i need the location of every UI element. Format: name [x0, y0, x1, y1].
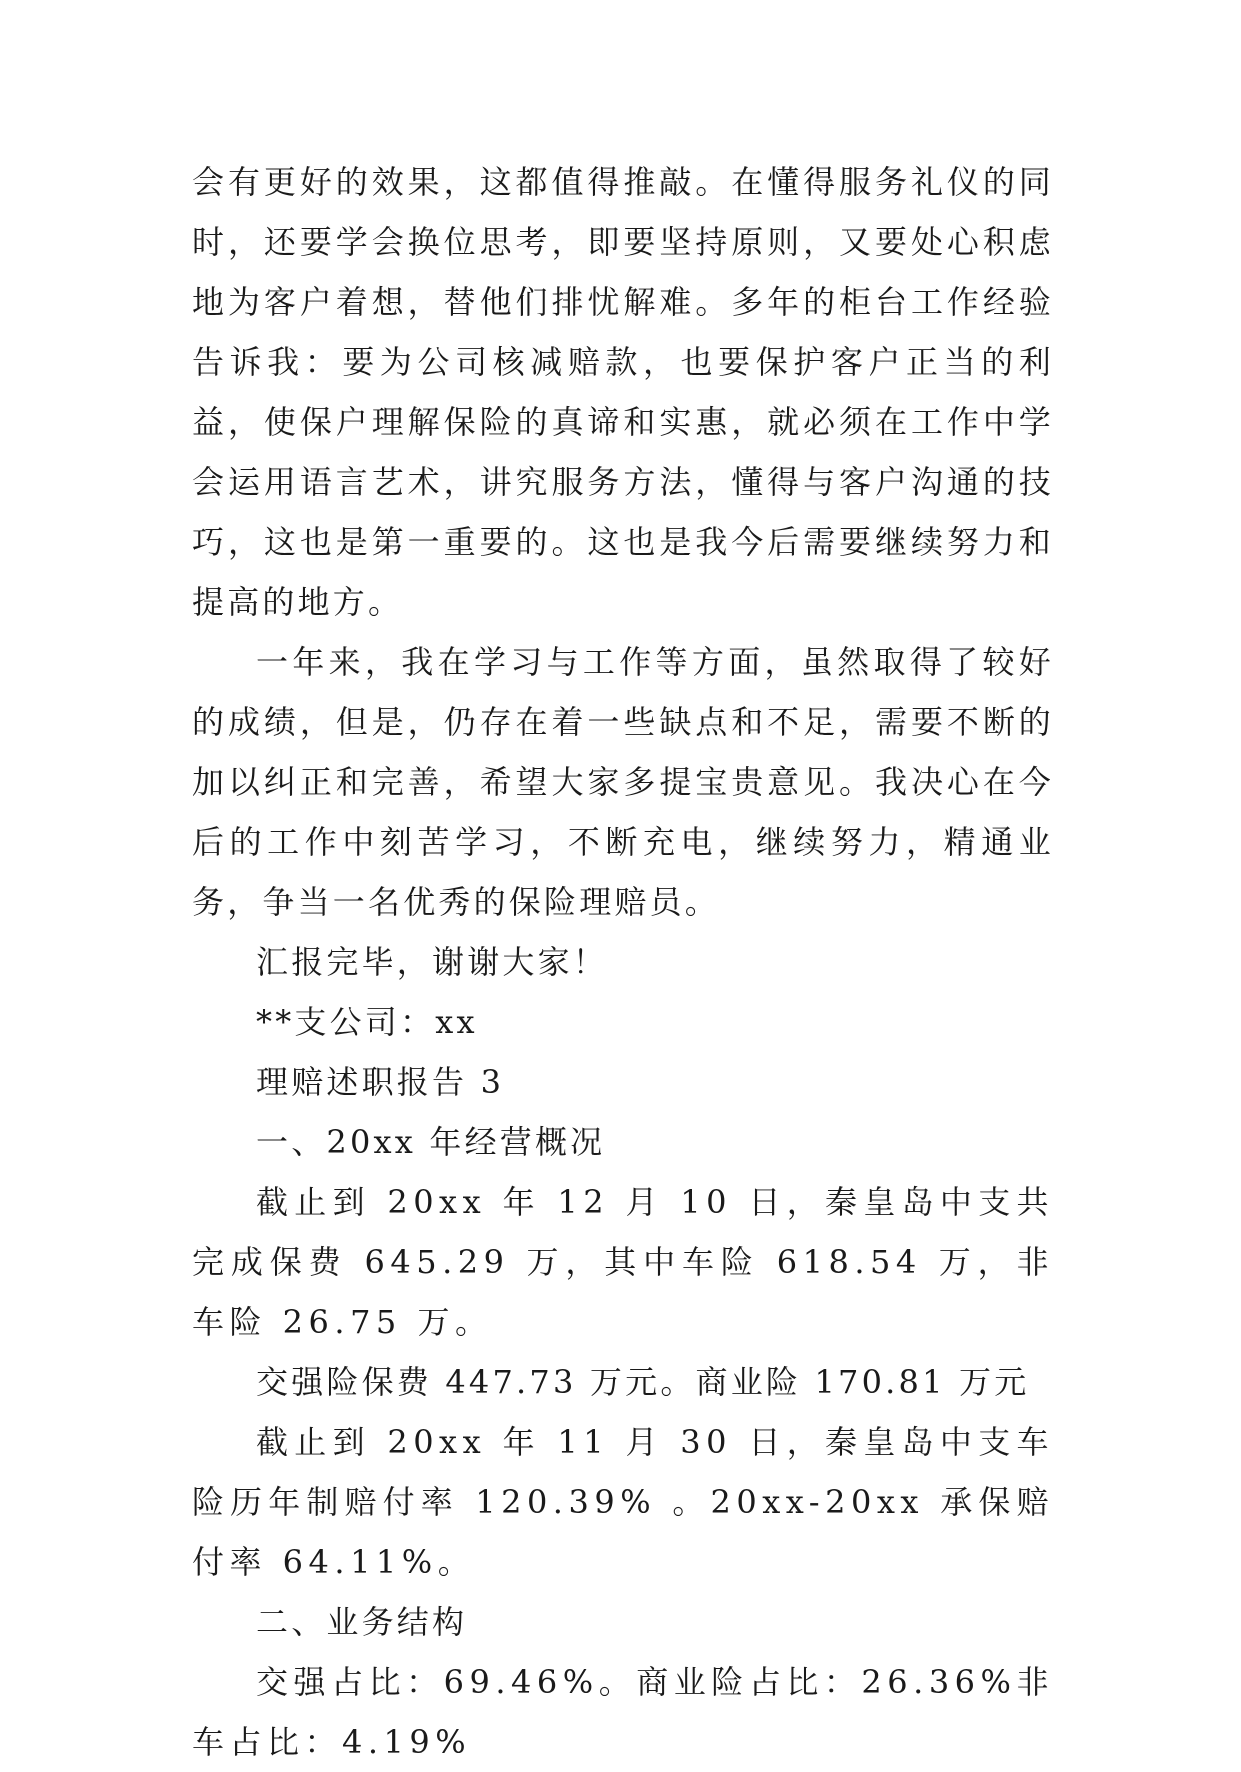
paragraph-year-summary: 一年来，我在学习与工作等方面，虽然取得了较好的成绩，但是，仍存在着一些缺点和不足，需要不断的加以纠正和完善，希望大家多提宝贵意见。我决心在今后的工作中刻苦学习，不断充电，继续努力，精通业务，争当一名优秀的保险理赔员。 [192, 643, 1054, 921]
heading-business-structure: 二、业务结构 [256, 1603, 468, 1641]
paragraph-branch-signature: **支公司：xx [256, 1003, 478, 1041]
paragraph-premium-breakdown: 交强险保费 447.73 万元。商业险 170.81 万元 [256, 1363, 1030, 1401]
paragraph-premium-total: 截止到 20xx 年 12 月 10 日，秦皇岛中支共完成保费 645.29 万，其中车险 618.54 万，非车险 26.75 万。 [192, 1183, 1054, 1341]
paragraph-closing-thanks: 汇报完毕，谢谢大家！ [256, 943, 609, 981]
paragraph-structure-shares: 交强占比：69.46%。商业险占比：26.36%非车占比：4.19% [192, 1663, 1054, 1761]
document-body [192, 152, 1054, 1772]
paragraph-loss-ratio: 截止到 20xx 年 11 月 30 日，秦皇岛中支车险历年制赔付率 120.39% 。20xx-20xx 承保赔付率 64.11%。 [192, 1423, 1054, 1581]
section-title-report-3: 理赔述职报告 3 [256, 1063, 505, 1101]
heading-business-overview: 一、20xx 年经营概况 [256, 1123, 606, 1161]
paragraph-service-etiquette: 会有更好的效果，这都值得推敲。在懂得服务礼仪的同时，还要学会换位思考，即要坚持原则，又要处心积虑地为客户着想，替他们排忧解难。多年的柜台工作经验告诉我：要为公司核减赔款，也要保护客户正当的利益，使保户理解保险的真谛和实惠，就必须在工作中学会运用语言艺术，讲究服务方法，懂得与客户沟通的技巧，这也是第一重要的。这也是我今后需要继续努力和提高的地方。 [192, 163, 1054, 621]
